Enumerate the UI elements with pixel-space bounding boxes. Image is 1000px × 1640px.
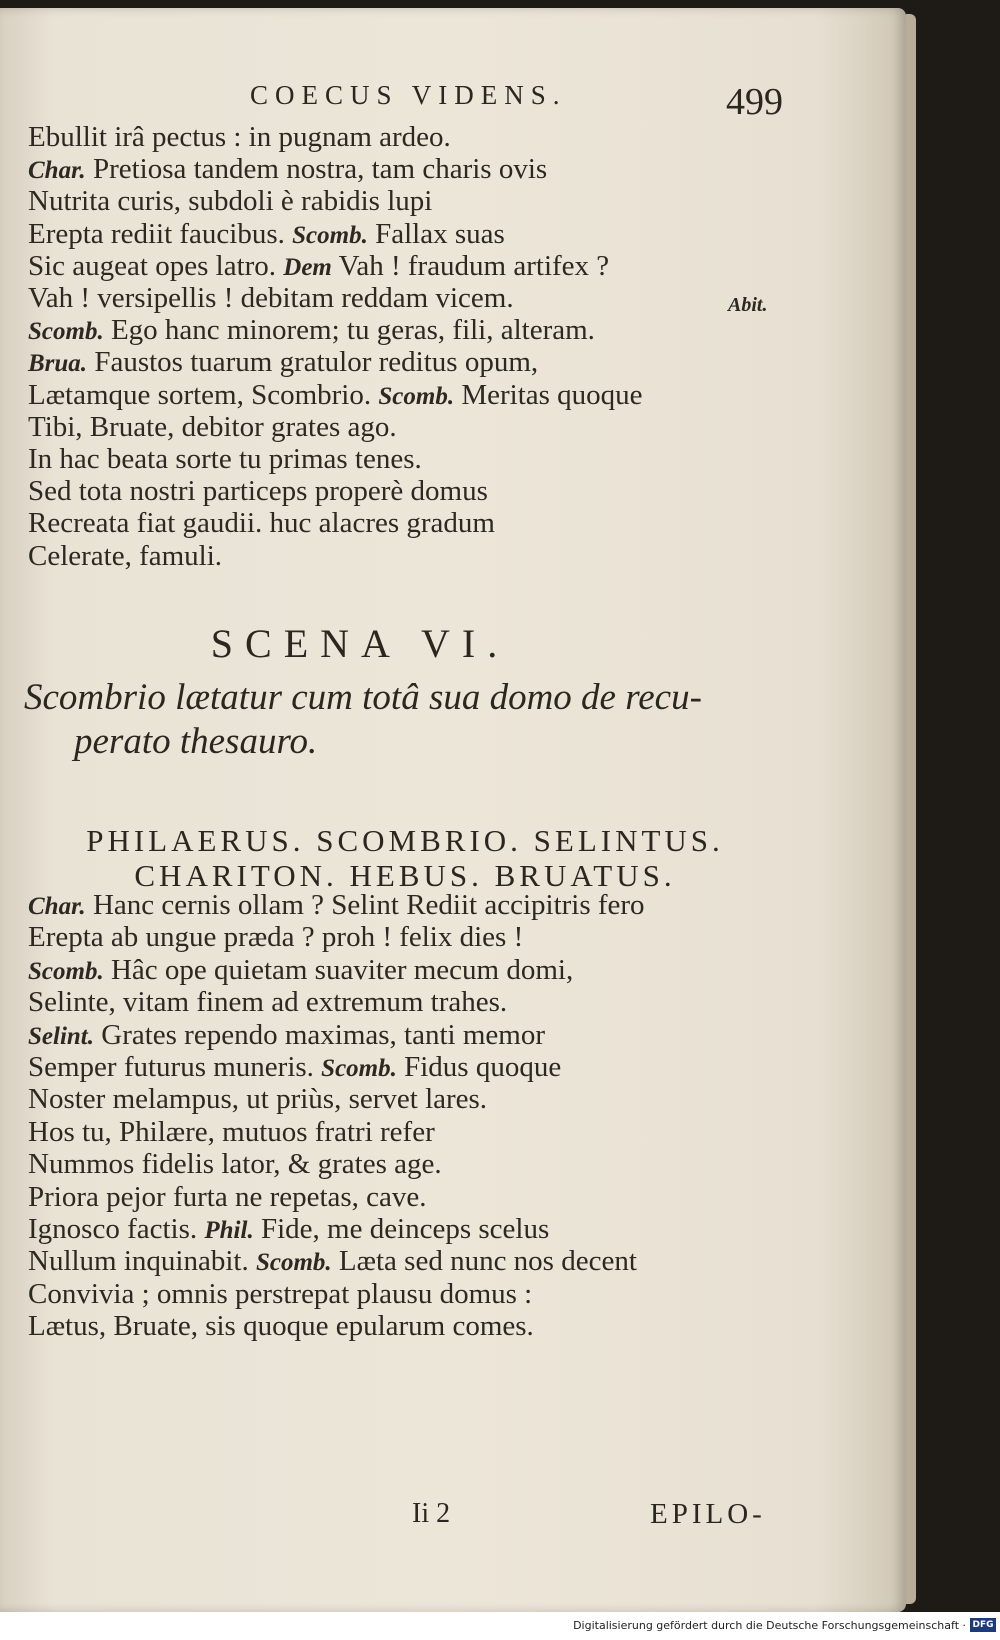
footer-credit: Digitalisierung gefördert durch die Deutsche Forschungsgemeinschaft ·	[573, 1619, 966, 1632]
verse-text: Vah ! versipellis ! debitam reddam vicem.	[28, 282, 514, 314]
book-page	[0, 8, 906, 1612]
verse-text: Hos tu, Philære, mutuos fratri refer	[28, 1115, 435, 1148]
verse-text: Vah ! fraudum artifex ?	[331, 249, 610, 282]
verse-text: Fallax suas	[367, 217, 505, 250]
speaker-label: Scomb.	[321, 1055, 397, 1082]
speaker-label: Char.	[28, 893, 86, 920]
speaker-label: Char.	[28, 157, 86, 185]
verse-line	[28, 539, 788, 575]
stage-direction-exit: Abit.	[728, 294, 768, 316]
speaker-label: Scomb.	[255, 1249, 332, 1277]
verse-text: Semper futurus muneris.	[28, 1051, 322, 1083]
scene-title: SCENA VI.	[210, 621, 510, 666]
verse-line	[28, 1180, 788, 1216]
verse-line	[28, 1147, 788, 1183]
verse-text: Celerate, famuli.	[28, 539, 223, 572]
verse-line	[28, 1018, 788, 1054]
verse-line	[28, 249, 788, 285]
verse-text: Nullum inquinabit.	[28, 1245, 256, 1278]
verse-line	[28, 152, 788, 188]
verse-text: Pretiosa tandem nostra, tam charis ovis	[85, 153, 548, 186]
verse-text: Fidus quoque	[396, 1051, 562, 1083]
scene-argument-line-2: perato thesauro.	[74, 721, 318, 762]
verse-text: Noster melampus, ut priùs, servet lares.	[28, 1083, 488, 1116]
speaker-label: Brua.	[28, 350, 88, 378]
verse-text: Hâc ope quietam suaviter mecum domi,	[103, 953, 574, 986]
verse-line	[28, 1244, 788, 1280]
speaker-label: Scomb.	[28, 957, 104, 985]
verse-line	[28, 442, 788, 478]
verse-line	[28, 985, 788, 1021]
verse-text: Nutrita curis, subdoli è rabidis lupi	[28, 185, 433, 218]
verse-text: Recreata fiat gaudii. huc alacres gradum	[28, 507, 495, 540]
verse-line	[28, 410, 788, 446]
verse-text: Tibi, Bruate, debitor grates ago.	[28, 410, 397, 443]
scene-argument-line-1: Scombrio lætatur cum totâ sua domo de recu-	[24, 677, 702, 718]
verse-text: Ebullit irâ pectus : in pugnam ardeo.	[28, 121, 451, 153]
speaker-label: Dem	[283, 253, 332, 281]
verse-line	[28, 1050, 788, 1086]
verse-text: Convivia ; omnis perstrepat plausu domus :	[28, 1277, 533, 1310]
signature-mark: Ii 2	[412, 1498, 451, 1529]
footer-bar	[0, 1612, 1000, 1640]
running-head: COECUS VIDENS.	[250, 80, 567, 110]
verse-line	[28, 1309, 788, 1345]
verse-line	[28, 474, 788, 510]
verse-line	[28, 184, 788, 220]
verse-line	[28, 1212, 788, 1248]
verse-text: Lætamque sortem, Scombrio.	[28, 378, 379, 411]
speaker-label: Scomb.	[28, 318, 104, 346]
verse-text: Grates rependo maximas, tanti memor	[94, 1018, 545, 1051]
speaker-label: Scomb.	[378, 382, 455, 410]
verse-text: Hanc cernis ollam ? Selint Rediit accipitris fero	[85, 889, 645, 921]
verse-text: Meritas quoque	[454, 378, 643, 411]
verse-text: Erepta ab ungue præda ? proh ! felix dies !	[28, 921, 524, 954]
verse-text: Læta sed nunc nos decent	[331, 1245, 637, 1278]
dramatis-personae-line-2: CHARITON. HEBUS. BRUATUS.	[134, 858, 676, 893]
verse-text: Ego hanc minorem; tu geras, fili, alteram.	[103, 314, 595, 347]
verse-text: Faustos tuarum gratulor reditus opum,	[87, 346, 539, 379]
verse-text: Erepta rediit faucibus.	[28, 217, 293, 250]
verse-line	[28, 313, 788, 349]
page-edge	[906, 14, 916, 1604]
speaker-label: Phil.	[204, 1217, 254, 1244]
verse-text: Sic augeat opes latro.	[28, 249, 284, 282]
dramatis-personae-line-1: PHILAERUS. SCOMBRIO. SELINTUS.	[86, 823, 724, 858]
verse-text: Selinte, vitam finem ad extremum trahes.	[28, 986, 508, 1019]
speaker-label: Scomb.	[292, 221, 368, 249]
verse-line	[28, 1115, 788, 1151]
verse-line	[28, 217, 788, 253]
verse-line	[28, 953, 788, 989]
verse-line	[28, 345, 788, 381]
verse-text: Fide, me deinceps scelus	[253, 1213, 550, 1245]
verse-line	[28, 920, 788, 956]
verse-text: Ignosco factis.	[28, 1213, 205, 1245]
verse-text: Sed tota nostri particeps properè domus	[28, 475, 488, 508]
catchword: EPILO-	[650, 1498, 766, 1530]
verse-text: Nummos fidelis lator, & grates age.	[28, 1148, 442, 1181]
verse-text: Priora pejor furta ne repetas, cave.	[28, 1180, 427, 1213]
verse-text: Lætus, Bruate, sis quoque epularum comes.	[28, 1310, 534, 1343]
verse-line	[28, 120, 788, 156]
verse-line	[28, 1277, 788, 1313]
page-number: 499	[726, 81, 783, 123]
verse-line	[28, 281, 788, 317]
speaker-label: Selint.	[28, 1022, 94, 1050]
verse-line	[28, 888, 788, 924]
dfg-logo: DFG	[970, 1618, 996, 1632]
verse-text: In hac beata sorte tu primas tenes.	[28, 443, 422, 475]
verse-line	[28, 506, 788, 542]
verse-line	[28, 378, 788, 414]
verse-line	[28, 1082, 788, 1118]
